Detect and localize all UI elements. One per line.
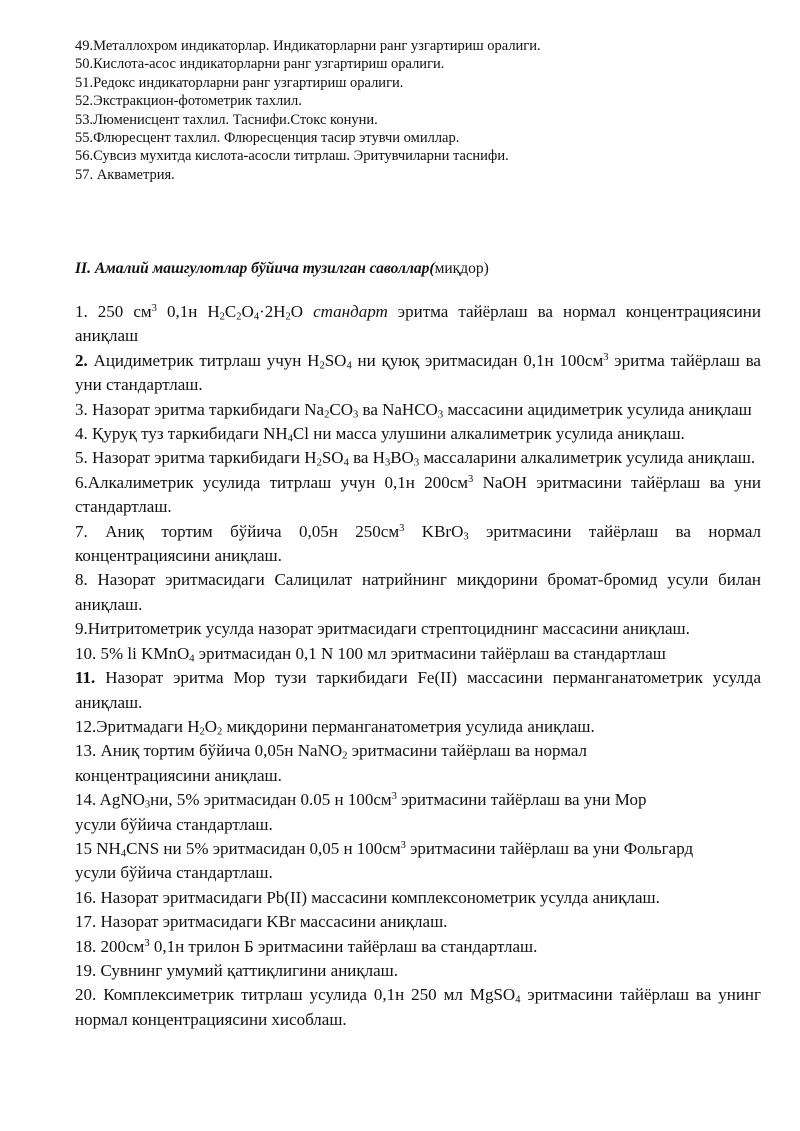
- section-suffix: миқдор): [434, 260, 489, 277]
- section-heading: [75, 260, 489, 278]
- question-17: 17. Назорат эритмасидаги KBr массасини аниқлаш.: [75, 912, 448, 932]
- question-6: 6.Алкалиметрик усулида титрлаш учун 0,1н $200см^3$ NaOH эритмасини тайёрлаш ва уни стандартлаш.: [75, 472, 761, 517]
- question-list: [75, 300, 761, 1032]
- topic-item: 57. Акваметрия.: [75, 166, 175, 183]
- question-8: 8. Назорат эритмасидаги Салицилат натрийнинг миқдорини бромат-бромид усули билан аниқлаш.: [75, 570, 761, 614]
- topic-list: [75, 37, 765, 184]
- topic-item: 49.Металлохром индикаторлар. Индикаторларни ранг узгартириш оралиги.: [75, 38, 541, 54]
- question-7: 7. Аниқ тортим бўйича 0,05н $250см^3$ KBrO$_3$ эритмасини тайёрлаш ва нормал концентрациясини аниқлаш.: [75, 521, 762, 566]
- question-9: 9.Нитритометрик усулда назорат эритмасидаги стрептоциднинг массасини аниқлаш.: [75, 619, 690, 639]
- question-20: 20. Комплексиметрик титрлаш усулида 0,1н 250 мл MgSO$_4$ эритмасини тайёрлаш ва унинг нормал концентрациясини хисоблаш.: [75, 985, 761, 1029]
- question-19: 19. Сувнинг умумий қаттиқлигини аниқлаш.: [75, 960, 399, 980]
- section-title: II. Амалий машгулотлар бўйича тузилган саволлар(: [75, 260, 435, 277]
- question-16: 16. Назорат эритмасидаги Pb(II) массасини комплексонометрик усулда аниқлаш.: [75, 887, 660, 907]
- topic-item: 50.Кислота-асос индикаторларни ранг узгартириш оралиги.: [75, 56, 445, 73]
- question-2: 2. Ацидиметрик титрлаш учун $H_2SO_4$ ни қуюқ эритмасидан 0,1н $100см^3$ эритма тайёрлаш ва уни стандартлаш.: [75, 350, 761, 395]
- topic-item: 55.Флюресцент тахлил. Флюресценция тасир этувчи омиллар.: [75, 130, 460, 147]
- question-15: 15 $NH_4CNS$ ни 5% эритмасидан 0,05 н $100см^3$ эритмасини тайёрлаш ва уни Фольгард усули бўйича стандартлаш.: [75, 838, 694, 883]
- topic-item: 53.Люменисцент тахлил. Таснифи.Стокс конуни.: [75, 111, 378, 128]
- question-18: 18. $200см^3$ 0,1н трилон Б эритмасини тайёрлаш ва стандартлаш.: [75, 936, 538, 956]
- question-14: 14. AgNO$_3$ни, 5% эритмасидан 0.05 н $100см^3$ эритмасини тайёрлаш ва уни Мор усули бўйича стандартлаш.: [75, 790, 647, 834]
- question-1: 1. 250 $см^3$ 0,1н $H_2C_2O_4\cdot 2H_2O$ стандарт эритма тайёрлаш ва нормал концентрациясини аниқлаш: [75, 302, 762, 346]
- question-5: 5. Назорат эритма таркибидаги $H_2SO_4$ ва $H_3BO_3$ массаларини алкалиметрик усулида аниқлаш.: [75, 448, 756, 470]
- topic-item: 52.Экстракцион-фотометрик тахлил.: [75, 93, 302, 110]
- question-10: 10. 5% li KMnO$_4$ эритмасидан 0,1 N 100 мл эритмасини тайёрлаш ва стандартлаш: [75, 643, 666, 665]
- topic-item: 56.Сувсиз мухитда кислота-асосли титрлаш. Эритувчиларни таснифи.: [75, 148, 509, 165]
- topic-item: 51.Редокс индикаторларни ранг узгартириш оралиги.: [75, 74, 404, 91]
- question-3: 3. Назорат эритма таркибидаги $Na_2CO_3$ ва NaHCO$_3$ массасини ацидиметрик усулида аниқлаш: [75, 399, 752, 421]
- question-12: 12.Эритмадаги $H_2O_2$ миқдорини перманганатометрия усулида аниқлаш.: [75, 716, 595, 738]
- question-11: 11. Назорат эритма Мор тузи таркибидаги Fe(II) массасини перманганатометрик усулда аниқлаш.: [75, 668, 761, 712]
- question-13: 13. Аниқ тортим бўйича 0,05н NaNO$_2$ эритмасини тайёрлаш ва нормал концентрациясини аниқлаш.: [75, 741, 588, 785]
- question-4: 4. Қуруқ туз таркибидаги $NH_4Cl$ ни масса улушини алкалиметрик усулида аниқлаш.: [75, 424, 685, 445]
